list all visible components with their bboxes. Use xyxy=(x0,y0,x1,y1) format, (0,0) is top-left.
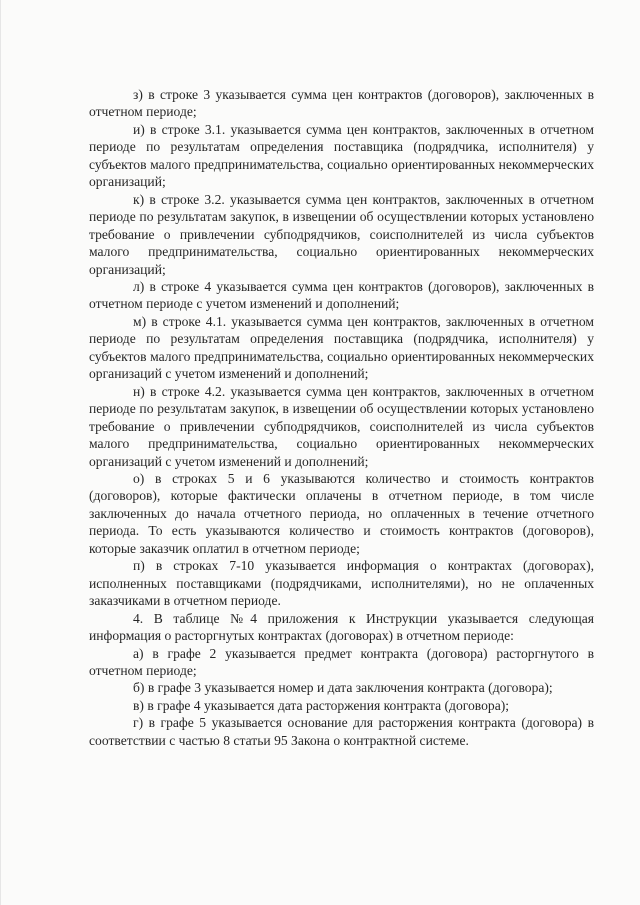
paragraph-4: 4. В таблице №4 приложения к Инструкции указывается следующая информация о расторгнутых контрактах (договорах) в отчетном периоде: xyxy=(89,610,594,644)
paragraph-k: к) в строке 3.2. указывается сумма цен контрактов, заключенных в отчетном периоде по результатам закупок, в извещении об осуществлении которых установлено требование о привлечении субподрядчиков, соисполнителей из числа субъектов малого предпринимательства, социально ориентированных некоммерческих организаций; xyxy=(89,191,594,277)
paragraph-l: л) в строке 4 указывается сумма цен контрактов (договоров), заключенных в отчетном периоде с учетом изменений и дополнений; xyxy=(89,278,594,312)
paragraph-a: а) в графе 2 указывается предмет контракта (договора) расторгнутого в отчетном периоде; xyxy=(89,645,594,678)
paragraph-i: и) в строке 3.1. указывается сумма цен контрактов, заключенных в отчетном периоде по результатам определения поставщика (подрядчика, исполнителя) у субъектов малого предпринимательства, социально ориентированных некоммерческих организаций; xyxy=(89,121,594,190)
paragraph-o: о) в строках 5 и 6 указываются количество и стоимость контрактов (договоров), которые фактически оплачены в отчетном периоде, в том числе заключенных до начала отчетного периода, но оплаченных в течение отчетного периода. То есть указываются количество и стоимость контрактов (договоров), которые заказчик оплатил в отчетном периоде; xyxy=(89,470,594,556)
document-body xyxy=(89,86,594,749)
paragraph-b: б) в графе 3 указывается номер и дата заключения контракта (договора); xyxy=(133,680,553,696)
paragraph-n: н) в строке 4.2. указывается сумма цен контрактов, заключенных в отчетном периоде по результатам закупок, в извещении об осуществлении которых установлено требование о привлечении субподрядчиков, соисполнителей из числа субъектов малого предпринимательства, социально ориентированных некоммерческих организаций с учетом изменений и дополнений; xyxy=(89,383,594,469)
paragraph-p: п) в строках 7-10 указывается информация о контрактах (договорах), исполненных поставщиками (подрядчиками, исполнителями), но не оплаченных заказчиками в отчетном периоде. xyxy=(89,558,594,609)
paragraph-m: м) в строке 4.1. указывается сумма цен контрактов, заключенных в отчетном периоде по результатам определения поставщика (подрядчика, исполнителя) у субъектов малого предпринимательства, социально ориентированных некоммерческих организаций с учетом изменений и дополнений; xyxy=(89,313,594,382)
paragraph-g: г) в графе 5 указывается основание для расторжения контракта (договора) в соответствии с частью 8 статьи 95 Закона о контрактной системе. xyxy=(89,715,594,748)
paragraph-z: з) в строке 3 указывается сумма цен контрактов (договоров), заключенных в отчетном периоде; xyxy=(89,87,594,120)
paragraph-v: в) в графе 4 указывается дата расторжения контракта (договора); xyxy=(133,697,510,713)
